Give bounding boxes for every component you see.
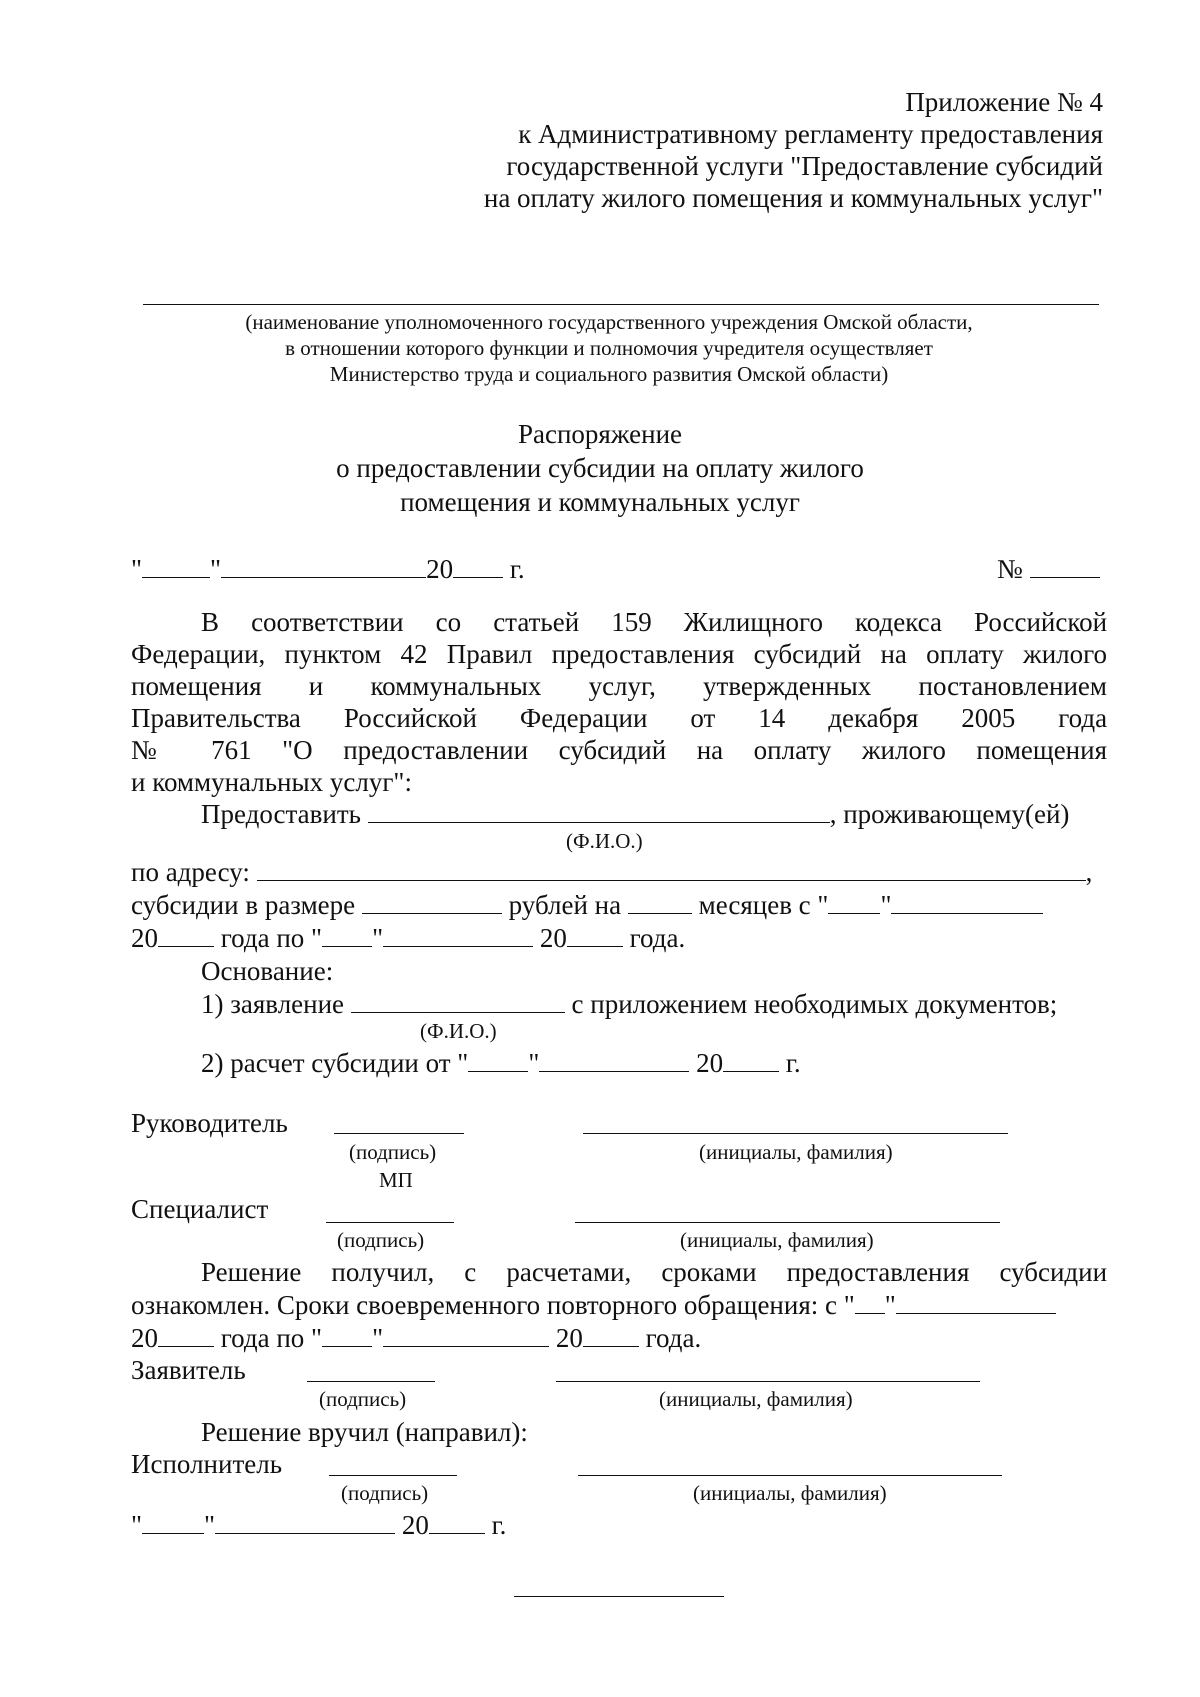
order-number (997, 553, 1100, 585)
head-signature-caption: (подпись) (349, 1140, 437, 1164)
paragraph-1-line-2: Федерации, пунктом 42 Правил предоставления субсидий на оплату жилого (131, 639, 1108, 669)
head-label: Руководитель (131, 1108, 288, 1138)
header-line-2: к Административному регламенту предоставления (518, 119, 1103, 149)
date-year-field[interactable] (453, 555, 503, 578)
applicant-name-field[interactable] (351, 990, 565, 1013)
calc-day-field[interactable] (468, 1049, 528, 1072)
date-month-field[interactable] (221, 555, 426, 578)
head-name-caption: (инициалы, фамилия) (699, 1140, 893, 1164)
document-title: Распоряжение (517, 419, 683, 449)
order-number-label: № (997, 554, 1023, 584)
repeat-start-year-field[interactable] (158, 1324, 214, 1347)
applicant-label: Заявитель (131, 1355, 246, 1385)
repeat-end-month-field[interactable] (383, 1324, 549, 1347)
repeat-month-field[interactable] (896, 1291, 1056, 1314)
document-subtitle-1: о предоставлении субсидии на оплату жилого (336, 453, 864, 483)
months-label: месяцев с " (698, 890, 829, 920)
address-line: по адресу: , (131, 857, 1093, 887)
applicant-signature-caption: (подпись) (319, 1387, 407, 1411)
date-year-suffix: г. (509, 554, 525, 584)
bottom-separator (514, 1596, 724, 1597)
start-day-field[interactable] (828, 891, 880, 914)
paragraph-1-line-4: Правительства Российской Федерации от 14 декабря 2005 года (131, 703, 1108, 733)
end-day-field[interactable] (322, 924, 372, 947)
final-date: " " 20 г. (131, 1510, 507, 1540)
calc-year-field[interactable] (723, 1049, 779, 1072)
head-name-field[interactable] (583, 1133, 1008, 1134)
amount-line: субсидии в размере рублей на месяцев с " " (131, 889, 1043, 921)
header-line-4: на оплату жилого помещения и коммунальных услуг" (483, 183, 1103, 213)
paragraph-1-line-3: помещения и коммунальных услуг, утвержденных постановлением (131, 671, 1107, 701)
institution-caption-2: в отношении которого функции и полномочия учредителя осуществляет (285, 336, 933, 360)
rub-label: рублей на (508, 890, 622, 920)
institution-name-field[interactable] (143, 304, 1099, 305)
start-year-field[interactable] (158, 924, 214, 947)
recipient-name-caption: (Ф.И.О.) (566, 829, 643, 853)
grant-suffix: , проживающему(ей) (829, 799, 1070, 829)
specialist-name-field[interactable] (575, 1222, 1000, 1223)
start-month-field[interactable] (891, 891, 1043, 914)
address-label: по адресу: (131, 857, 250, 887)
months-count-field[interactable] (628, 891, 692, 914)
amount-label: субсидии в размере (131, 890, 356, 920)
date-quote-close: " (210, 554, 222, 584)
paragraph-1-line-1: В соответствии со статьей 159 Жилищного кодекса Российской (201, 607, 1108, 637)
stamp-label: МП (379, 1168, 413, 1192)
final-month-field[interactable] (215, 1511, 395, 1534)
repeat-end-year-field[interactable] (583, 1324, 639, 1347)
final-day-field[interactable] (142, 1511, 204, 1534)
applicant-name-caption: (инициалы, фамилия) (659, 1387, 853, 1411)
basis-item-2: 2) расчет субсидии от " " 20 г. (201, 1048, 801, 1078)
specialist-signature-field[interactable] (326, 1222, 454, 1223)
applicant-name-caption: (Ф.И.О.) (420, 1019, 497, 1043)
paragraph-1-line-6: и коммунальных услуг": (131, 767, 412, 797)
header-line-3: государственной услуги "Предоставление субсидий (506, 151, 1103, 181)
appendix-number: Приложение № 4 (905, 87, 1103, 117)
basis-label: Основание: (201, 956, 334, 986)
basis-item-1: 1) заявление с приложением необходимых документов; (201, 989, 1058, 1019)
amount-field[interactable] (362, 891, 502, 914)
grant-label: Предоставить (201, 799, 361, 829)
address-field[interactable] (257, 858, 1086, 881)
head-signature-field[interactable] (334, 1133, 464, 1134)
repeat-day-field[interactable] (855, 1291, 885, 1314)
executor-label: Исполнитель (131, 1449, 283, 1479)
date-year-prefix: 20 (426, 554, 454, 584)
recipient-name-field[interactable] (368, 800, 830, 823)
final-year-field[interactable] (429, 1511, 485, 1534)
specialist-signature-caption: (подпись) (337, 1228, 425, 1252)
institution-caption-1: (наименование уполномоченного государственного учреждения Омской области, (245, 310, 973, 334)
order-number-field[interactable] (1030, 555, 1100, 578)
executor-name-field[interactable] (578, 1475, 1002, 1476)
decision-line-3: 20 года по " " 20 года. (131, 1323, 702, 1353)
date-quote-open: " (131, 554, 143, 584)
end-year-field[interactable] (567, 924, 623, 947)
period-line: 20 года по " " 20 года. (131, 923, 686, 953)
delivered-label: Решение вручил (направил): (201, 1417, 528, 1447)
document-subtitle-2: помещения и коммунальных услуг (400, 487, 800, 517)
paragraph-1-line-5: № 761 "О предоставлении субсидий на оплату жилого помещения (131, 735, 1108, 765)
applicant-signature-field[interactable] (307, 1381, 435, 1382)
executor-signature-caption: (подпись) (341, 1481, 429, 1505)
executor-signature-field[interactable] (329, 1475, 457, 1476)
calc-month-field[interactable] (539, 1049, 689, 1072)
applicant-name-signature-field[interactable] (556, 1381, 980, 1382)
repeat-end-day-field[interactable] (322, 1324, 372, 1347)
specialist-label: Специалист (131, 1194, 269, 1224)
end-month-field[interactable] (383, 924, 533, 947)
decision-line-2: ознакомлен. Сроки своевременного повторного обращения: с " " (131, 1289, 1056, 1321)
grant-line (201, 798, 1069, 830)
institution-caption-3: Министерство труда и социального развития Омской области) (329, 362, 889, 386)
order-date (131, 553, 525, 585)
specialist-name-caption: (инициалы, фамилия) (680, 1228, 874, 1252)
decision-line-1: Решение получил, с расчетами, сроками предоставления субсидии (201, 1257, 1108, 1287)
executor-name-caption: (инициалы, фамилия) (693, 1481, 887, 1505)
date-day-field[interactable] (142, 555, 210, 578)
